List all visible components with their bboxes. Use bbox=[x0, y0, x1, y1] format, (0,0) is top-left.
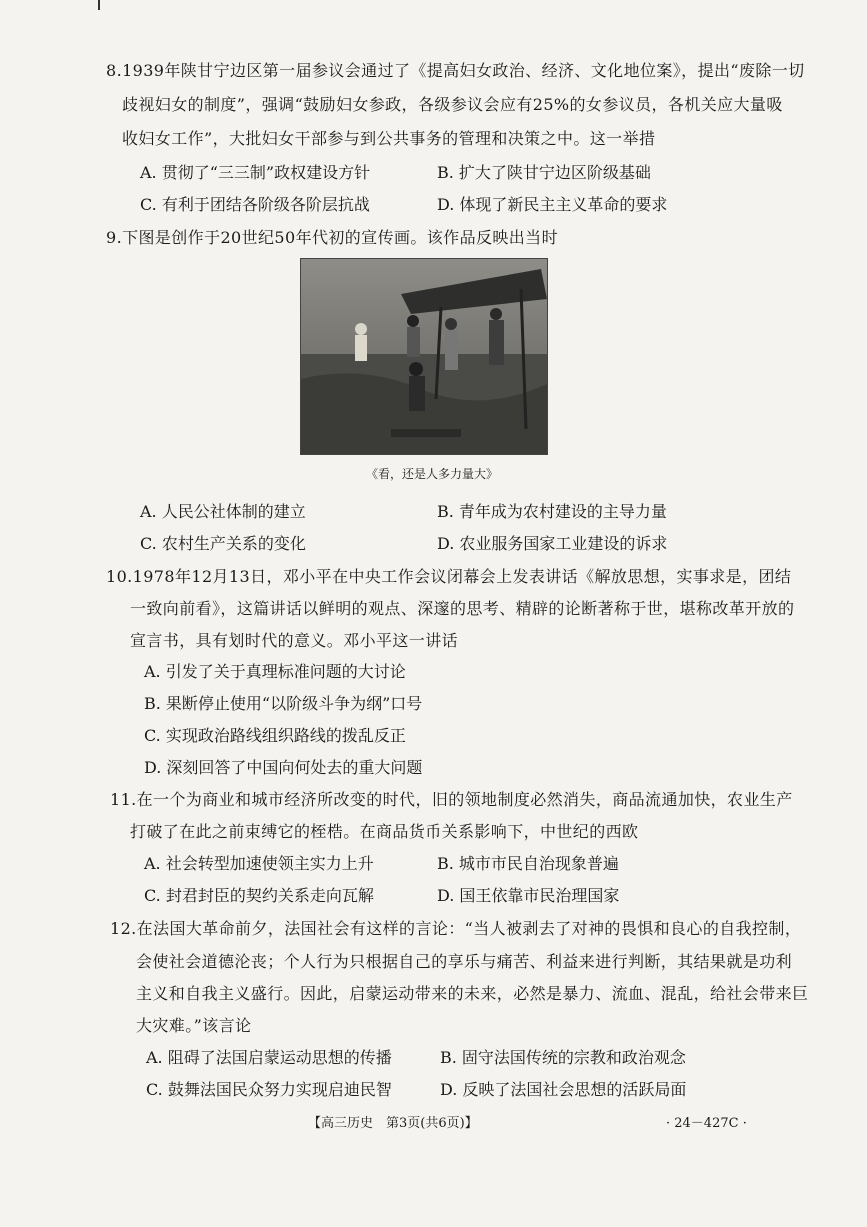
question-text-line: 8.1939年陕甘宁边区第一届参议会通过了《提高妇女政治、经济、文化地位案》，提出“废除一切 bbox=[106, 61, 805, 80]
scan-mark bbox=[98, 0, 100, 10]
option-a: A. 引发了关于真理标准问题的大讨论 bbox=[144, 662, 406, 681]
question-text-line: 歧视妇女的制度”，强调“鼓励妇女参政，各级参议会应有25%的女参议员，各机关应大量吸 bbox=[122, 95, 783, 114]
option-a: A. 阻碍了法国启蒙运动思想的传播 bbox=[146, 1048, 392, 1067]
option-b: B. 扩大了陕甘宁边区阶级基础 bbox=[437, 163, 651, 182]
option-a: A. 人民公社体制的建立 bbox=[140, 502, 306, 521]
propaganda-poster-image bbox=[300, 258, 548, 455]
option-d: D. 体现了新民主主义革命的要求 bbox=[437, 195, 668, 214]
option-b: B. 青年成为农村建设的主导力量 bbox=[437, 502, 667, 521]
option-b: B. 果断停止使用“以阶级斗争为纲”口号 bbox=[144, 694, 423, 713]
question-text-line: 会使社会道德沦丧；个人行为只根据自己的享乐与痛苦、利益来进行判断，其结果就是功利 bbox=[136, 952, 793, 971]
question-text-line: 一致向前看》，这篇讲话以鲜明的观点、深邃的思考、精辟的论断著称于世，堪称改革开放的 bbox=[130, 599, 795, 618]
question-text-line: 收妇女工作”，大批妇女干部参与到公共事务的管理和决策之中。这一举措 bbox=[122, 129, 656, 148]
option-a: A. 社会转型加速使领主实力上升 bbox=[144, 854, 374, 873]
option-d: D. 国王依靠市民治理国家 bbox=[437, 886, 620, 905]
option-c: C. 有利于团结各阶级各阶层抗战 bbox=[140, 195, 370, 214]
option-d: D. 农业服务国家工业建设的诉求 bbox=[437, 534, 668, 553]
option-c: C. 封君封臣的契约关系走向瓦解 bbox=[144, 886, 374, 905]
question-text-line: 打破了在此之前束缚它的桎梏。在商品货币关系影响下，中世纪的西欧 bbox=[130, 822, 639, 841]
page-footer: 【高三历史 第3页(共6页)】 bbox=[308, 1116, 478, 1131]
exam-code: · 24－427C · bbox=[666, 1116, 747, 1131]
option-a: A. 贯彻了“三三制”政权建设方针 bbox=[140, 163, 371, 182]
option-c: C. 实现政治路线组织路线的拨乱反正 bbox=[144, 726, 406, 745]
question-text-line: 宣言书，具有划时代的意义。邓小平这一讲话 bbox=[130, 631, 459, 650]
question-text-line: 12.在法国大革命前夕，法国社会有这样的言论：“当人被剥去了对神的畏惧和良心的自我控制， bbox=[110, 919, 802, 938]
question-text-line: 9.下图是创作于20世纪50年代初的宣传画。该作品反映出当时 bbox=[106, 228, 558, 247]
figure-caption: 《看，还是人多力量大》 bbox=[366, 467, 499, 481]
option-d: D. 反映了法国社会思想的活跃局面 bbox=[440, 1080, 687, 1099]
question-text-line: 11.在一个为商业和城市经济所改变的时代，旧的领地制度必然消失，商品流通加快，农业生产 bbox=[110, 790, 793, 809]
question-text-line: 10.1978年12月13日，邓小平在中央工作会议闭幕会上发表讲话《解放思想，实事求是，团结 bbox=[106, 567, 792, 586]
option-c: C. 鼓舞法国民众努力实现启迪民智 bbox=[146, 1080, 392, 1099]
option-d: D. 深刻回答了中国向何处去的重大问题 bbox=[144, 758, 423, 777]
option-b: B. 固守法国传统的宗教和政治观念 bbox=[440, 1048, 686, 1067]
question-text-line: 大灾难。”该言论 bbox=[136, 1016, 252, 1035]
option-b: B. 城市市民自治现象普遍 bbox=[437, 854, 619, 873]
question-text-line: 主义和自我主义盛行。因此，启蒙运动带来的未来，必然是暴力、流血、混乱，给社会带来巨 bbox=[136, 984, 809, 1003]
option-c: C. 农村生产关系的变化 bbox=[140, 534, 306, 553]
